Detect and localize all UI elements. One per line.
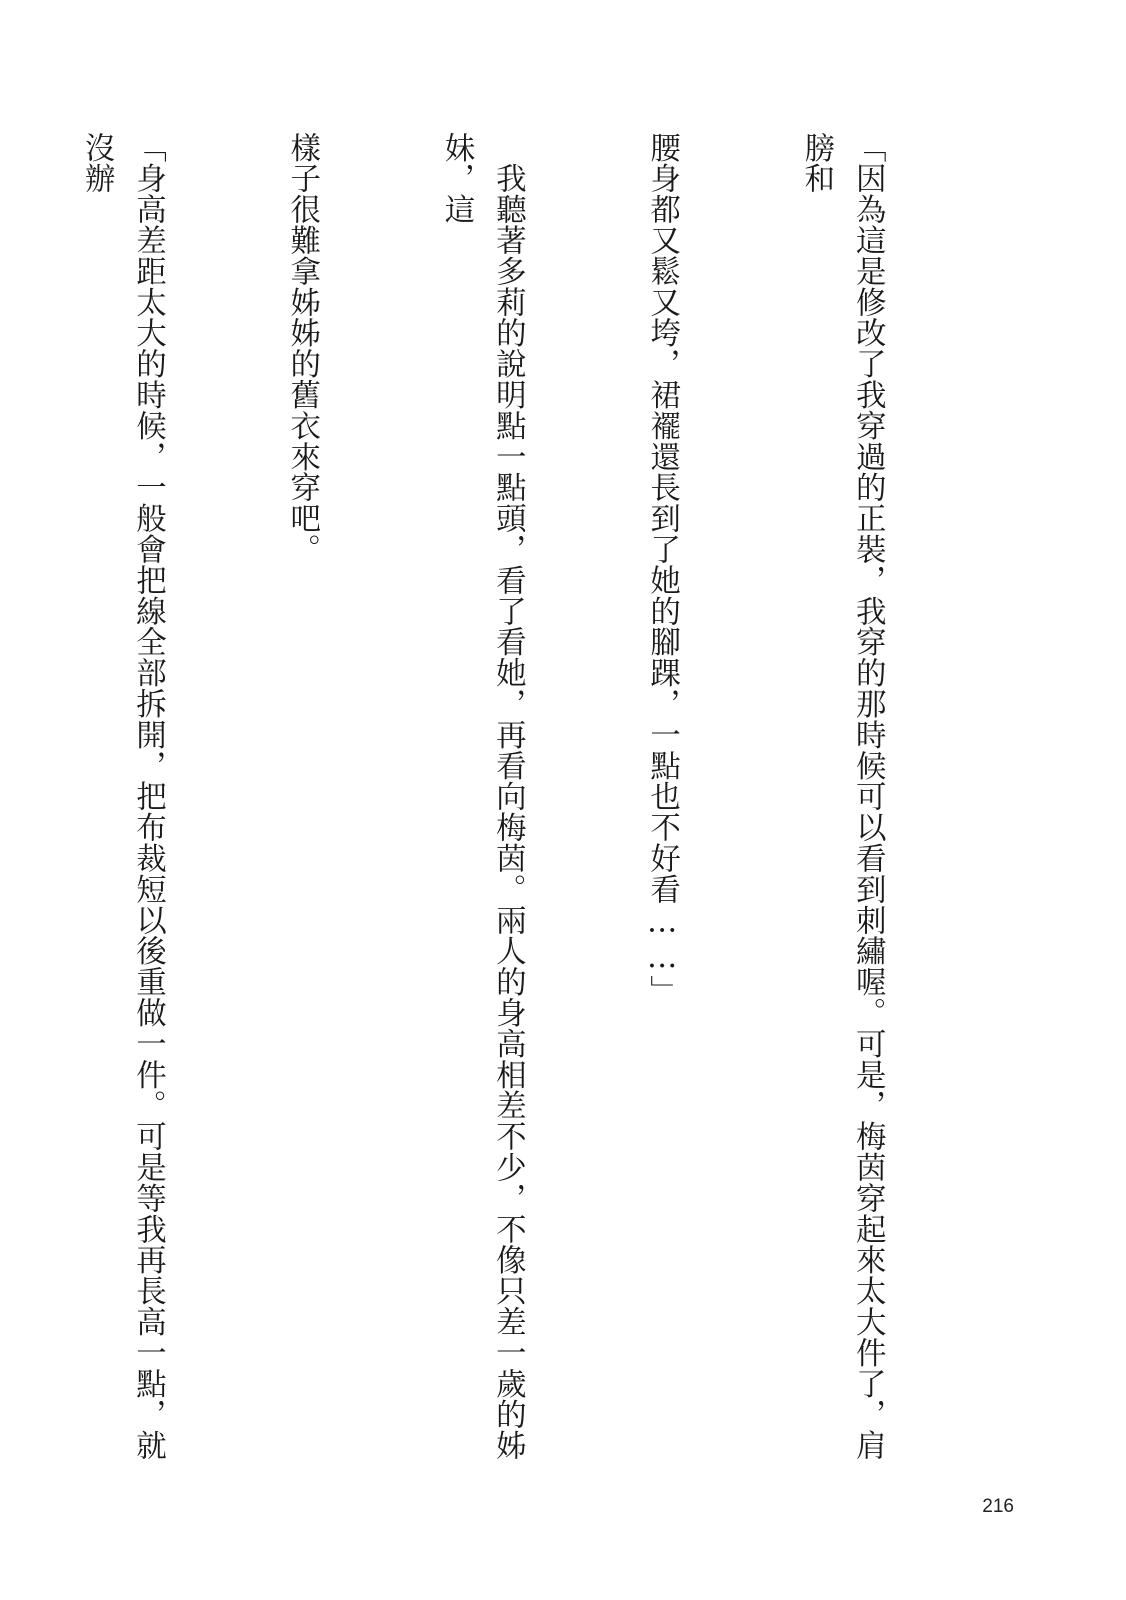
text-line: 樣子很難拿姊姊的舊衣來穿吧。 xyxy=(284,132,320,565)
text-line: 「身高差距太大的時候，一般會把線全部拆開，把布裁短以後重做一件。可是等我再長高一點，就沒辦 xyxy=(79,132,166,1461)
text-line: 「因為這是修改了我穿過的正裝，我穿的那時候可以看到刺繡喔。可是，梅茵穿起來太大件了，肩膀和 xyxy=(798,132,886,1461)
body-text xyxy=(0,132,996,1472)
text-line: 腰身都又鬆又垮，裙襬還長到了她的腳踝，一點也不好看……」 xyxy=(644,132,680,1007)
page-number: 216 xyxy=(982,1496,1014,1517)
text-line: 我聽著多莉的說明點一點頭，看了看她，再看向梅茵。兩人的身高相差不少，不像只差一歲的姊妹，這 xyxy=(438,132,526,1461)
